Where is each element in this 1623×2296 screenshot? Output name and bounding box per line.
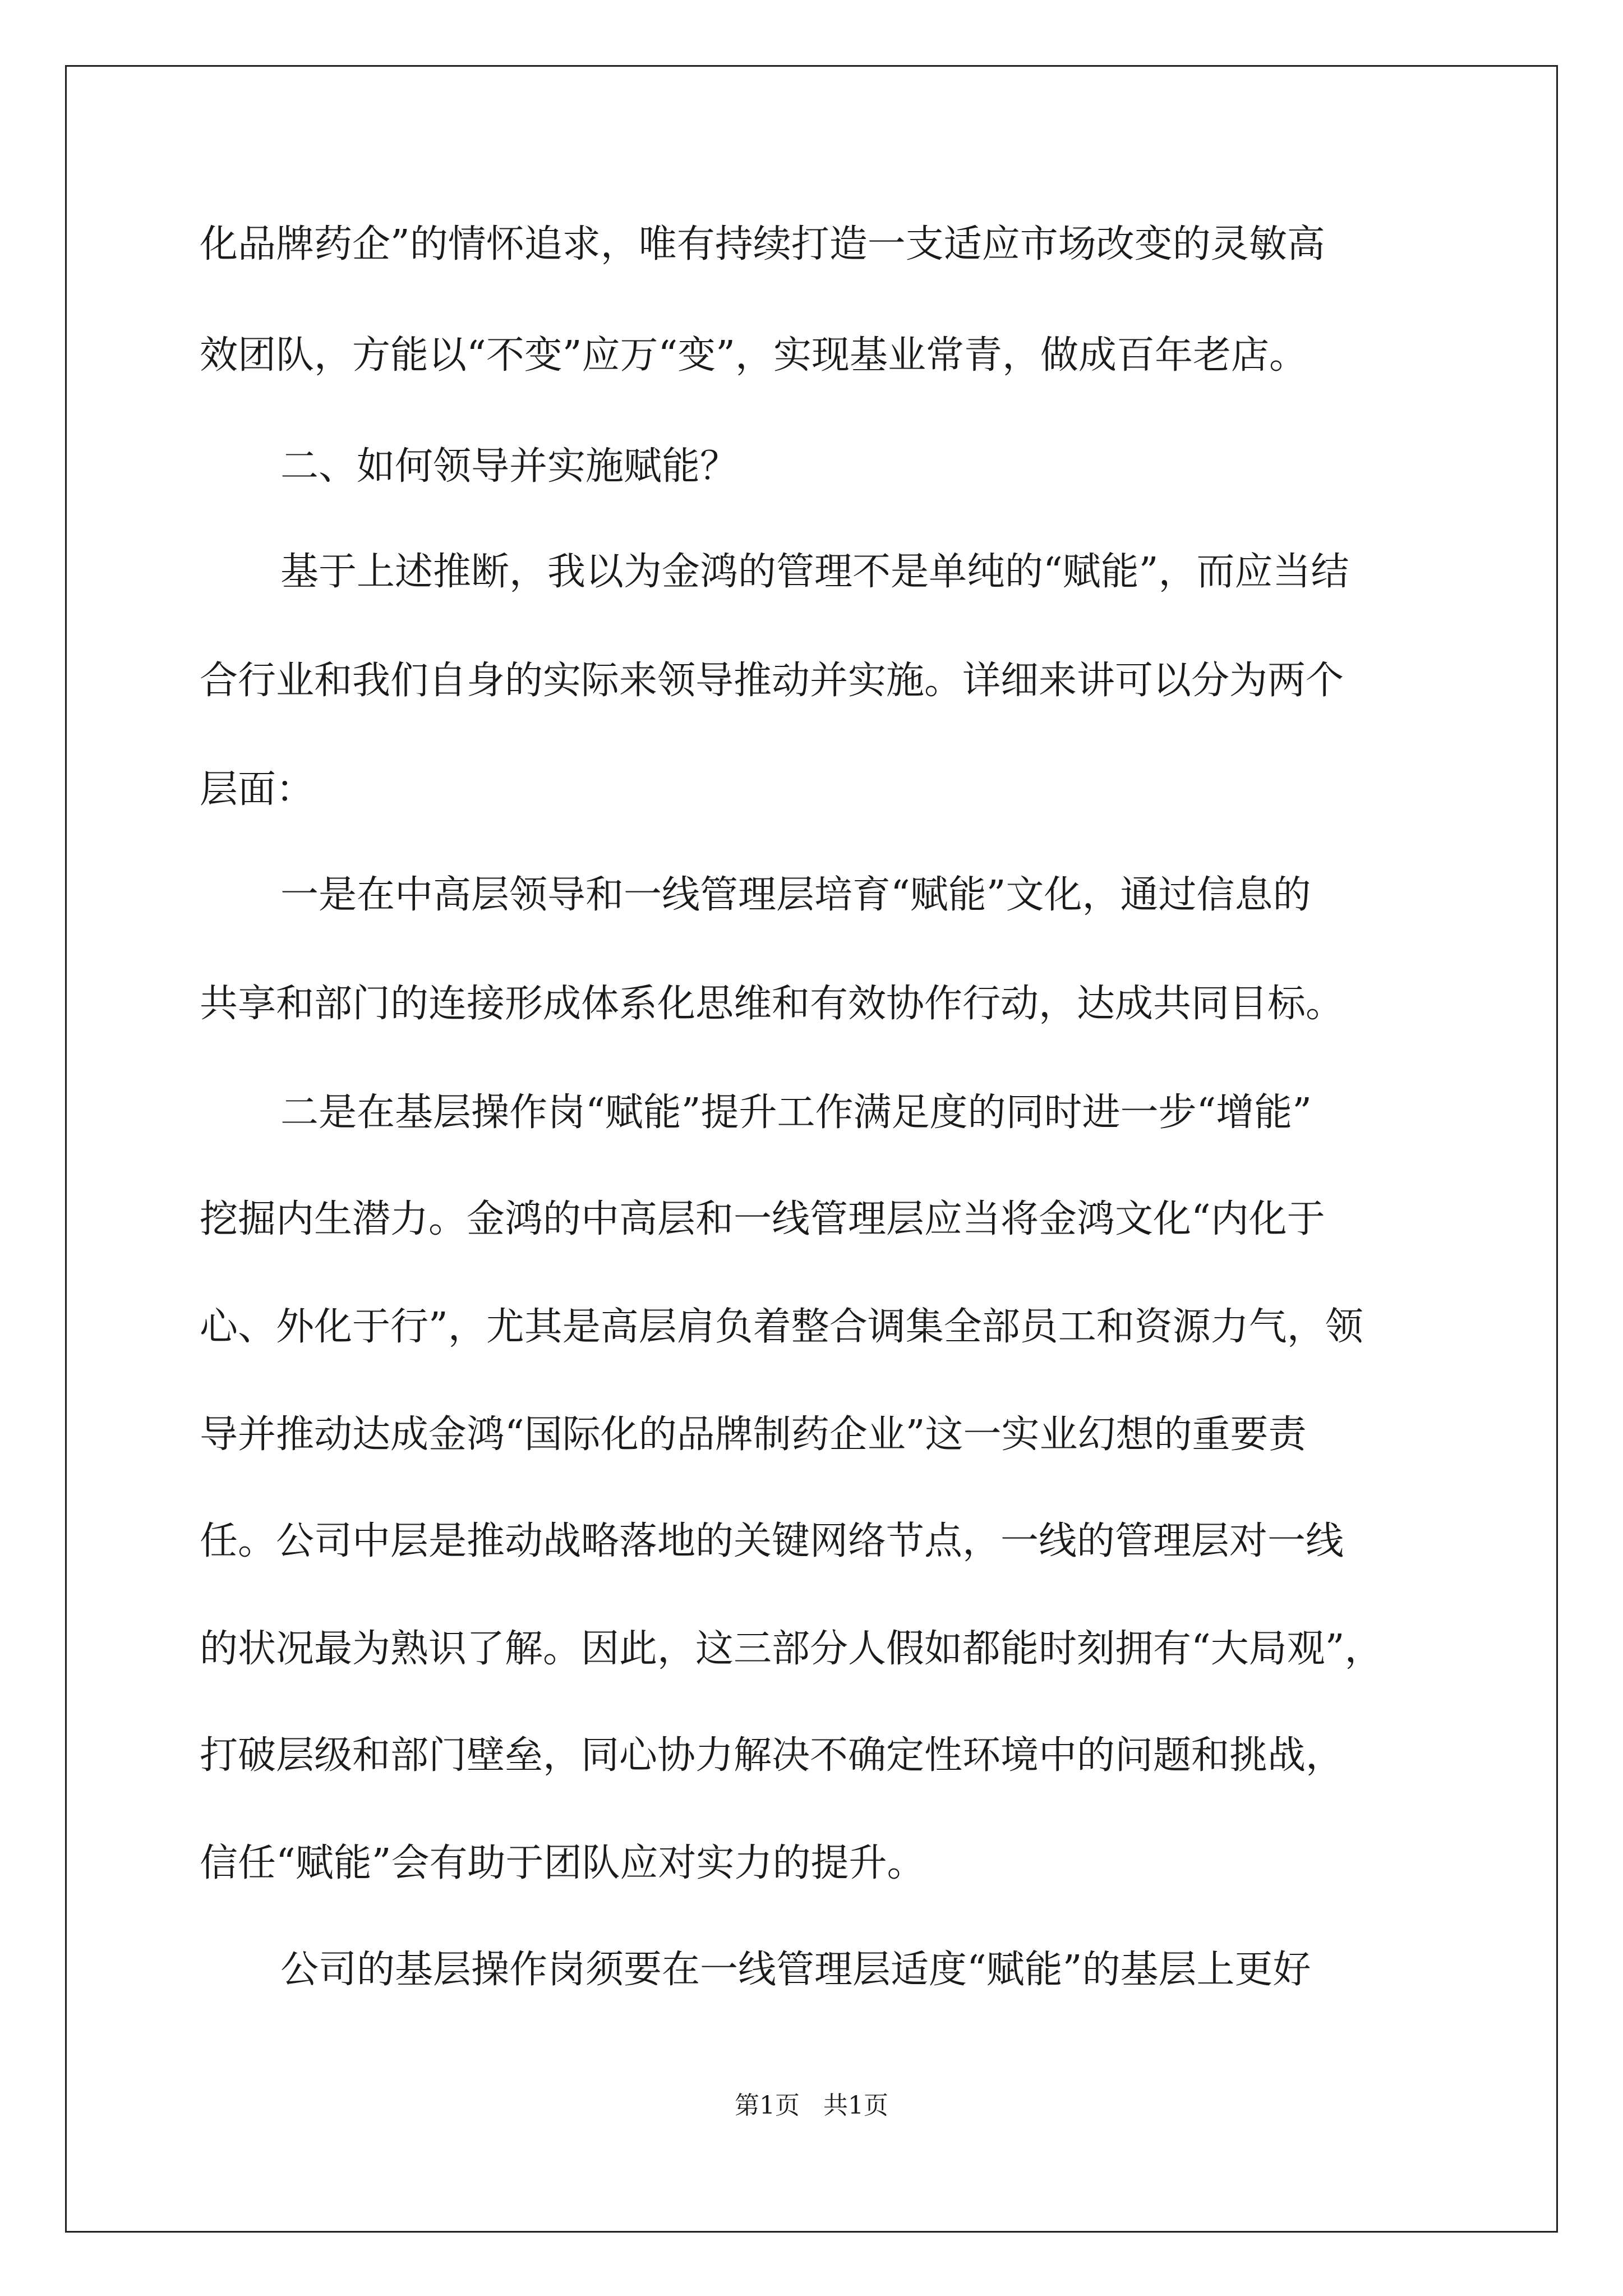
- text-line: 打破层级和部门壁垒，同心协力解决不确定性环境中的问题和挑战，: [200, 1733, 1344, 1778]
- text-line: 心、外化于行”，尤其是高层肩负着整合调集全部员工和资源力气，领: [200, 1305, 1363, 1349]
- text-line: 基于上述推断，我以为金鸿的管理不是单纯的“赋能”，而应当结: [280, 550, 1349, 594]
- text-line: 的状况最为熟识了解。因此，这三部分人假如都能时刻拥有“大局观”，: [200, 1627, 1383, 1671]
- text-line: 任。公司中层是推动战略落地的关键网络节点，一线的管理层对一线: [200, 1519, 1344, 1563]
- text-line: 公司的基层操作岗须要在一线管理层适度“赋能”的基层上更好: [280, 1948, 1311, 1992]
- page-border: [65, 65, 1558, 2233]
- text-line: 一是在中高层领导和一线管理层培育“赋能”文化，通过信息的: [280, 873, 1311, 917]
- page-number-footer: 第1页 共1页: [735, 2091, 888, 2120]
- text-line: 二是在基层操作岗“赋能”提升工作满足度的同时进一步“增能”: [280, 1091, 1312, 1135]
- text-line: 效团队，方能以“不变”应万“变”，实现基业常青，做成百年老店。: [200, 333, 1308, 378]
- text-line: 挖掘内生潜力。金鸿的中高层和一线管理层应当将金鸿文化“内化于: [200, 1197, 1325, 1241]
- section-heading: 二、如何领导并实施赋能？: [280, 444, 739, 489]
- text-line: 导并推动达成金鸿“国际化的品牌制药企业”这一实业幻想的重要责: [200, 1412, 1307, 1457]
- text-line: 共享和部门的连接形成体系化思维和有效协作行动，达成共同目标。: [200, 982, 1344, 1026]
- text-line: 层面：: [200, 767, 315, 812]
- text-line: 信任“赋能”会有助于团队应对实力的提升。: [200, 1841, 925, 1885]
- text-line: 化品牌药企”的情怀追求，唯有持续打造一支适应市场改变的灵敏高: [200, 222, 1325, 266]
- text-line: 合行业和我们自身的实际来领导推动并实施。详细来讲可以分为两个: [200, 659, 1344, 703]
